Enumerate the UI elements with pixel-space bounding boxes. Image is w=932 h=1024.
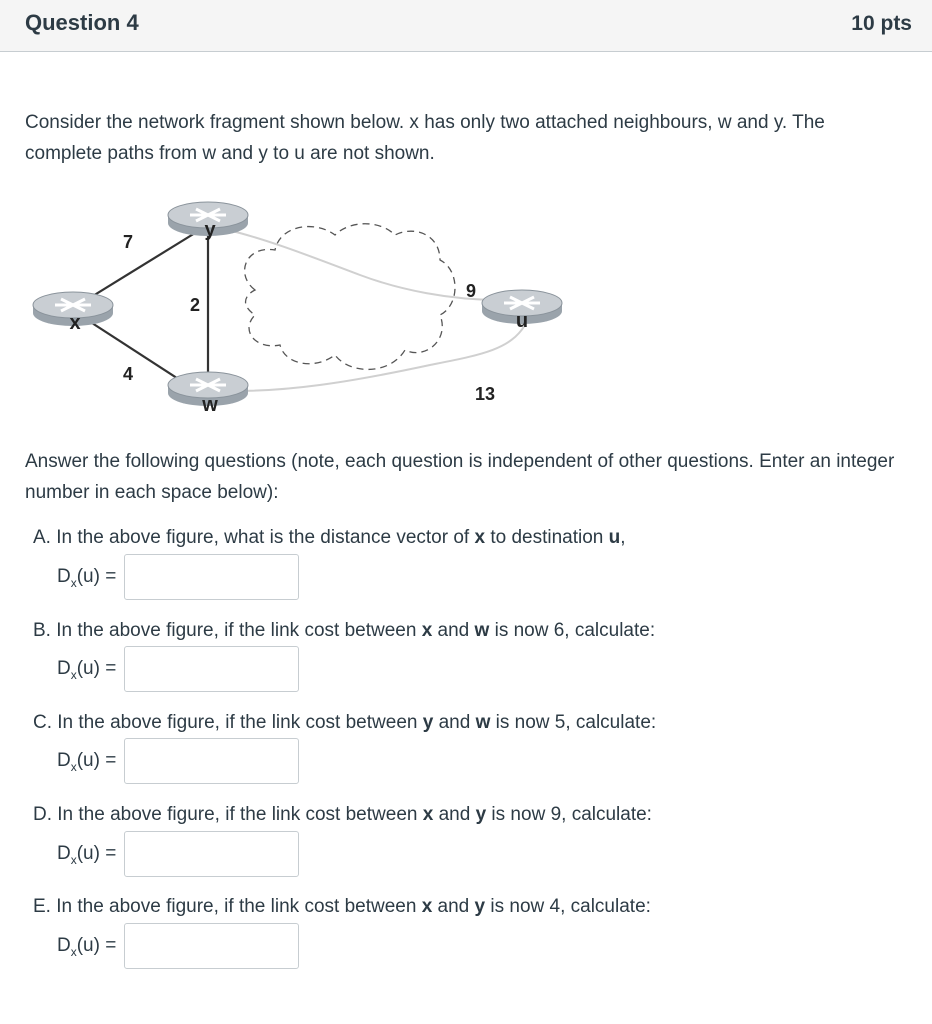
cost-label-wu: 13: [474, 384, 496, 404]
question-c: C. In the above figure, if the link cost between y and w is now 5, calculate:: [33, 712, 657, 733]
answer-label: $D_x(u)$ =: [57, 658, 117, 682]
node-label-u: u: [515, 310, 529, 332]
node-label-x: x: [69, 312, 81, 334]
node-label-w: w: [202, 394, 218, 416]
answer-input-b[interactable]: [124, 646, 299, 692]
cost-label-yw: 2: [189, 295, 201, 315]
path-w-to-u: [208, 325, 525, 391]
answer-label: $D_x(u)$ =: [57, 843, 117, 867]
cost-label-xy: 7: [122, 232, 134, 252]
node-label-y: y: [204, 219, 216, 241]
answer-label: $D_x(u)$ =: [57, 935, 117, 959]
instructions: Answer the following questions (note, each question is independent of other questions. Enter an integer number in each space below):: [25, 451, 895, 503]
question-intro: Consider the network fragment shown below. x has only two attached neighbours, w and y. The complete paths from w and y to u are not shown.: [25, 112, 825, 164]
cost-label-yu: 9: [465, 281, 477, 301]
answer-input-c[interactable]: [124, 738, 299, 784]
answer-input-d[interactable]: [124, 831, 299, 877]
cost-label-xw: 4: [122, 364, 134, 384]
answer-input-a[interactable]: [124, 554, 299, 600]
question-a: A. In the above figure, what is the distance vector of x to destination u,: [33, 527, 626, 548]
question-title: Question 4: [25, 10, 139, 35]
answer-label: $D_x(u)$ =: [57, 750, 117, 774]
network-cloud: [245, 224, 455, 370]
question-points: 10 pts: [851, 12, 912, 35]
network-figure: [30, 190, 570, 430]
network-diagram: [30, 190, 570, 425]
answer-input-e[interactable]: [124, 923, 299, 969]
answer-label: $D_x(u)$ =: [57, 566, 117, 590]
question-e: E. In the above figure, if the link cost between x and y is now 4, calculate:: [33, 896, 651, 917]
question-header: [0, 0, 932, 52]
path-y-to-u: [228, 230, 500, 300]
question-b: B. In the above figure, if the link cost between x and w is now 6, calculate:: [33, 620, 656, 641]
question-d: D. In the above figure, if the link cost between x and y is now 9, calculate:: [33, 804, 652, 825]
